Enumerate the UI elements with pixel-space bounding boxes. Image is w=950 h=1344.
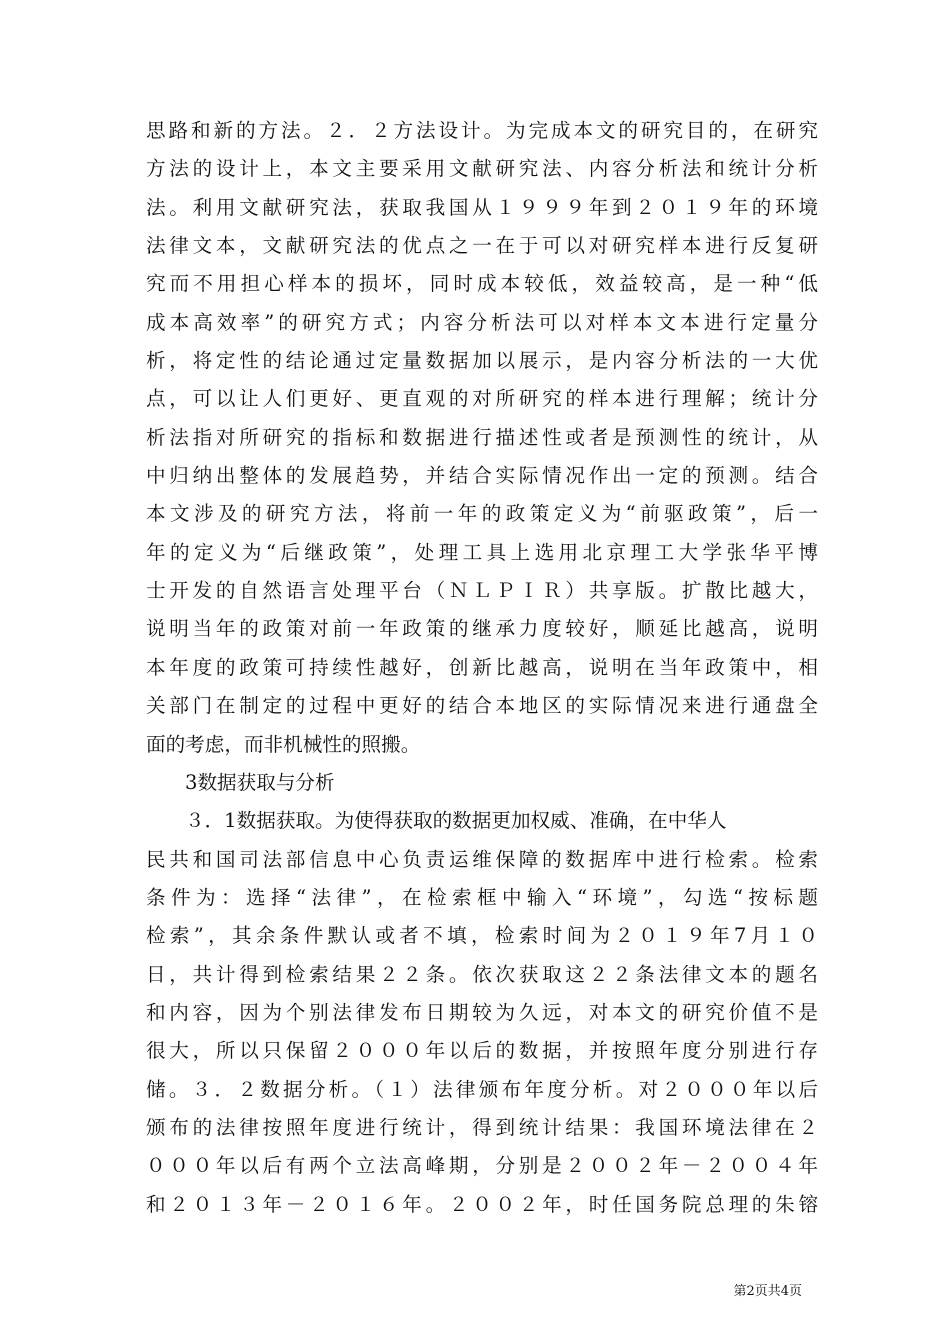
- text-line: 本年度的政策可持续性越好，创新比越高，说明在当年政策中，相: [146, 655, 818, 679]
- text-line: 点，可以让人们更好、更直观的对所研究的样本进行理解；统计分: [146, 387, 818, 411]
- text-line: 中归纳出整体的发展趋势，并结合实际情况作出一定的预测。结合: [146, 464, 818, 488]
- text-line: 方法的设计上，本文主要采用文献研究法、内容分析法和统计分析: [146, 157, 818, 181]
- text-line: 检索”，其余条件默认或者不填，检索时间为２０１９年7月１０: [146, 924, 818, 948]
- text-line: 法律文本，文献研究法的优点之一在于可以对研究样本进行反复研: [146, 234, 818, 258]
- text-line: 年的定义为“后继政策”，处理工具上选用北京理工大学张华平博: [146, 540, 818, 564]
- text-line: 成本高效率”的研究方式；内容分析法可以对样本文本进行定量分: [146, 310, 818, 334]
- text-line: 颁布的法律按照年度进行统计，得到统计结果：我国环境法律在２: [146, 1115, 818, 1139]
- text-line: 条件为：选择“法律”，在检索框中输入“环境”，勾选“按标题: [146, 885, 818, 909]
- text-line: 面的考虑，而非机械性的照搬。: [146, 732, 421, 756]
- text-line: 很大，所以只保留２０００年以后的数据，并按照年度分别进行存: [146, 1039, 818, 1063]
- section-heading: 3数据获取与分析: [185, 770, 335, 794]
- text-line: 本文涉及的研究方法，将前一年的政策定义为“前驱政策”，后一: [146, 502, 818, 526]
- text-line: 思路和新的方法。２．２方法设计。为完成本文的研究目的，在研究: [146, 119, 818, 142]
- text-line: ０００年以后有两个立法高峰期，分别是２００２年－２００４年: [146, 1154, 818, 1178]
- body-text: [146, 112, 818, 1224]
- text-line: 民共和国司法部信息中心负责运维保障的数据库中进行检索。检索: [146, 847, 818, 871]
- text-line: 析法指对所研究的指标和数据进行描述性或者是预测性的统计，从: [146, 425, 818, 449]
- text-line: 究而不用担心样本的损坏，同时成本较低，效益较高，是一种“低: [146, 272, 818, 296]
- text-line: 析，将定性的结论通过定量数据加以展示，是内容分析法的一大优: [146, 349, 818, 373]
- text-line: 和内容，因为个别法律发布日期较为久远，对本文的研究价值不是: [146, 1000, 818, 1024]
- text-line: 法。利用文献研究法，获取我国从１９９９年到２０１９年的环境: [146, 195, 818, 219]
- text-line: 和２０１３年－２０１６年。２００２年，时任国务院总理的朱镕: [146, 1192, 818, 1216]
- text-line: 储。３．２数据分析。（１）法律颁布年度分析。对２０００年以后: [146, 1077, 818, 1101]
- text-line: 日，共计得到检索结果２２条。依次获取这２２条法律文本的题名: [146, 962, 818, 986]
- text-line: 关部门在制定的过程中更好的结合本地区的实际情况来进行通盘全: [146, 694, 818, 718]
- text-line: 士开发的自然语言处理平台（ＮＬＰＩＲ）共享版。扩散比越大，: [146, 579, 818, 603]
- text-line: 说明当年的政策对前一年政策的继承力度较好，顺延比越高，说明: [146, 617, 818, 641]
- page-number-footer: 第2页共4页: [733, 1284, 802, 1299]
- text-line: ３．1数据获取。为使得获取的数据更加权威、准确，在中华人: [185, 809, 727, 833]
